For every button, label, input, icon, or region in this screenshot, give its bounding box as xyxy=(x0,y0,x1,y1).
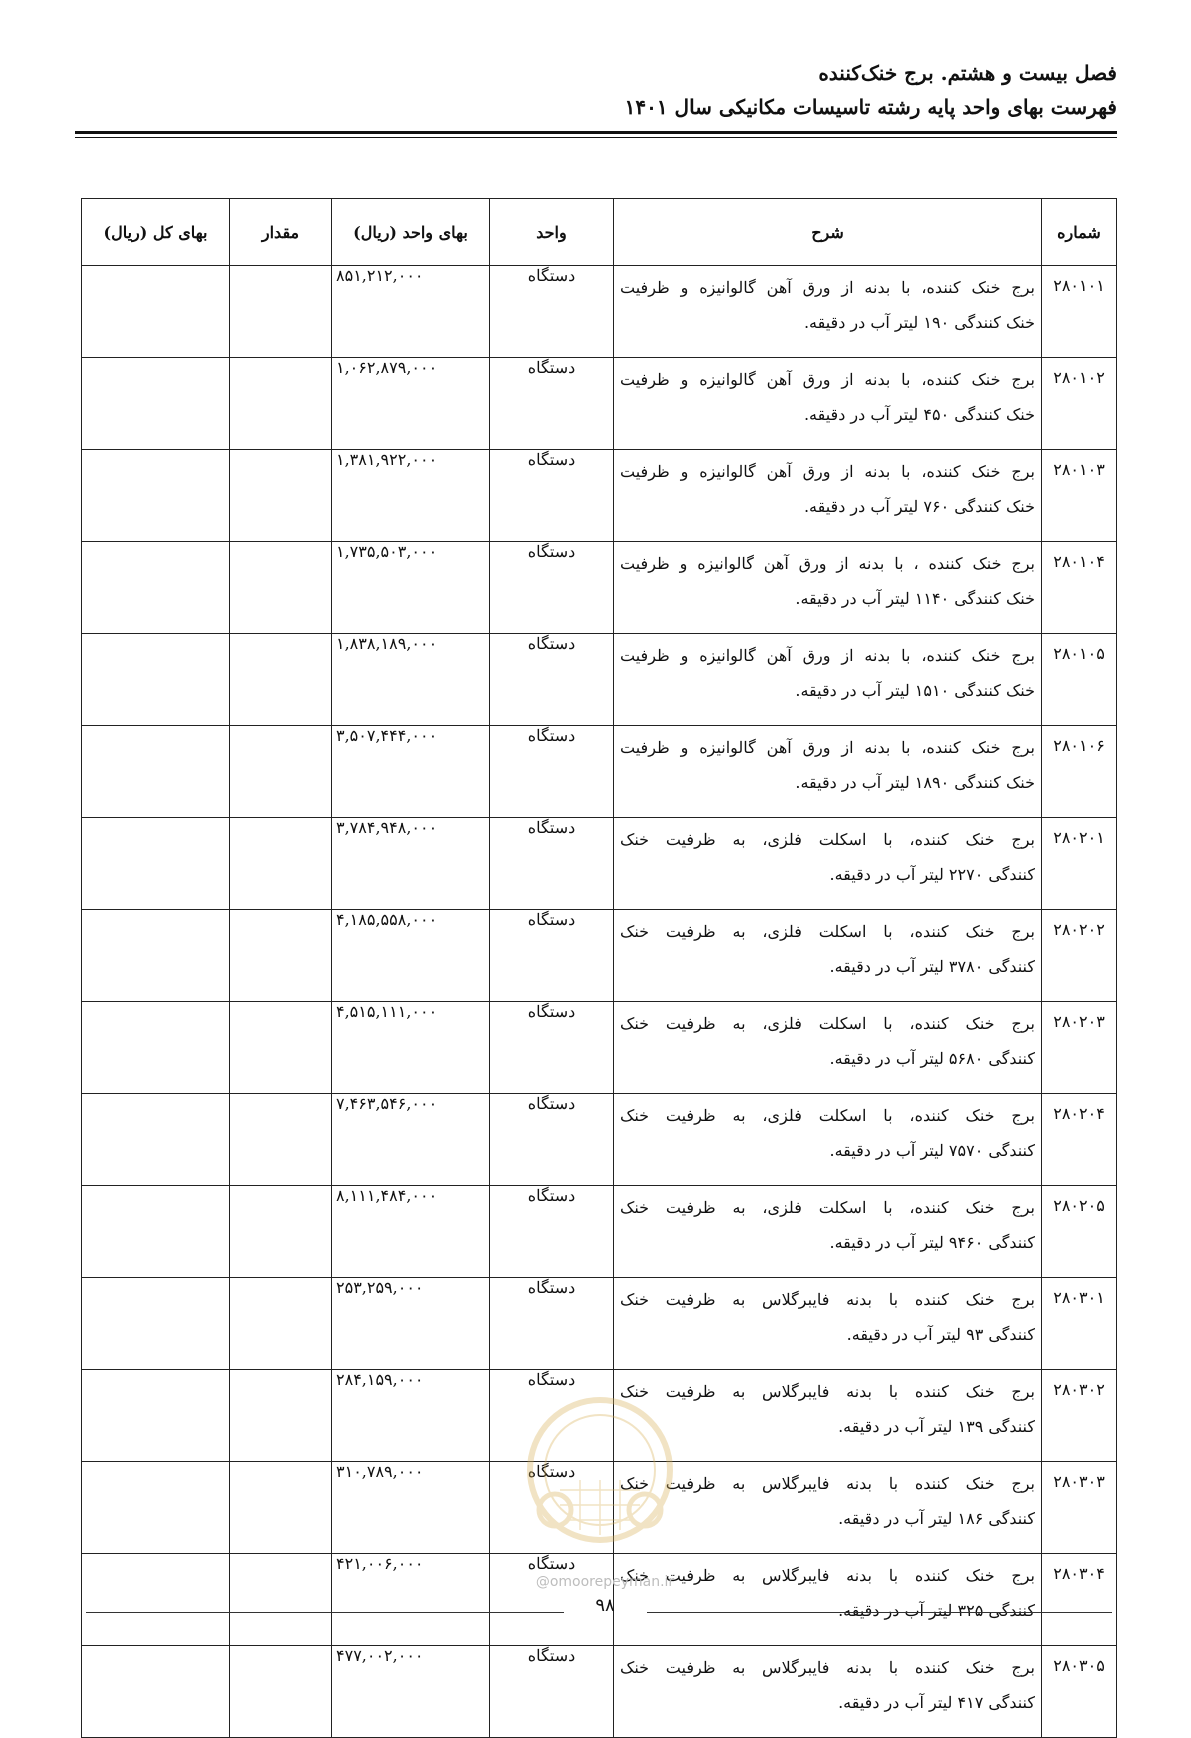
item-code: ۲۸۰۲۰۳ xyxy=(1042,1002,1117,1094)
description-line-2: خنک کنندگی ۴۵۰ لیتر آب در دقیقه. xyxy=(803,405,1035,424)
item-unit: دستگاه xyxy=(490,818,614,910)
item-description xyxy=(614,1094,1042,1186)
item-quantity xyxy=(230,1462,332,1554)
description-line-2: کنندگی ۳۷۸۰ لیتر آب در دقیقه. xyxy=(829,957,1035,976)
chapter-title: فصل بیست و هشتم. برج خنک‌کننده xyxy=(818,61,1117,85)
item-total-price xyxy=(82,1094,230,1186)
item-unit-price: ۴۷۷,۰۰۲,۰۰۰ xyxy=(332,1646,490,1738)
item-total-price xyxy=(82,1646,230,1738)
description-line-1: برج خنک کننده، با اسکلت فلزی، به ظرفیت خنک xyxy=(620,830,1035,849)
description-line-1: برج خنک کننده، با بدنه از ورق آهن گالوانیزه و ظرفیت xyxy=(620,278,1035,297)
item-description xyxy=(614,634,1042,726)
item-unit-price: ۳,۷۸۴,۹۴۸,۰۰۰ xyxy=(332,818,490,910)
item-quantity xyxy=(230,726,332,818)
description-line-1: برج خنک کننده، با اسکلت فلزی، به ظرفیت خنک xyxy=(620,1106,1035,1125)
description-line-2: کنندگی ۳۲۵ لیتر آب در دقیقه. xyxy=(838,1601,1035,1620)
item-unit: دستگاه xyxy=(490,910,614,1002)
description-line-2: خنک کنندگی ۱۱۴۰ لیتر آب در دقیقه. xyxy=(795,589,1035,608)
item-unit-price: ۴۲۱,۰۰۶,۰۰۰ xyxy=(332,1554,490,1646)
item-total-price xyxy=(82,450,230,542)
item-total-price xyxy=(82,818,230,910)
item-code: ۲۸۰۱۰۴ xyxy=(1042,542,1117,634)
footer-rule-left xyxy=(86,1612,564,1613)
item-code: ۲۸۰۱۰۶ xyxy=(1042,726,1117,818)
item-unit: دستگاه xyxy=(490,1462,614,1554)
item-unit-price: ۱,۷۳۵,۵۰۳,۰۰۰ xyxy=(332,542,490,634)
item-quantity xyxy=(230,1278,332,1370)
header-rule-thick xyxy=(75,131,1117,134)
item-unit-price: ۲۵۳,۲۵۹,۰۰۰ xyxy=(332,1278,490,1370)
item-code: ۲۸۰۳۰۵ xyxy=(1042,1646,1117,1738)
item-unit-price: ۸۵۱,۲۱۲,۰۰۰ xyxy=(332,266,490,358)
col-header-unit: واحد xyxy=(490,199,614,266)
description-line-1: برج خنک کننده، با اسکلت فلزی، به ظرفیت خنک xyxy=(620,1198,1035,1217)
document-title: فهرست بهای واحد پایه رشته تاسیسات مکانیکی سال ۱۴۰۱ xyxy=(624,95,1117,119)
item-code: ۲۸۰۲۰۴ xyxy=(1042,1094,1117,1186)
item-unit: دستگاه xyxy=(490,542,614,634)
watermark-logo-icon xyxy=(500,1380,700,1570)
description-line-1: برج خنک کننده با بدنه فایبرگلاس به ظرفیت خنک xyxy=(620,1382,1035,1401)
item-total-price xyxy=(82,910,230,1002)
description-line-2: کنندگی ۹۴۶۰ لیتر آب در دقیقه. xyxy=(829,1233,1035,1252)
footer-rule-right xyxy=(647,1612,1112,1613)
table-row xyxy=(82,818,1117,910)
item-unit: دستگاه xyxy=(490,1278,614,1370)
item-unit: دستگاه xyxy=(490,450,614,542)
item-quantity xyxy=(230,1370,332,1462)
table-header-row xyxy=(82,199,1117,266)
item-description xyxy=(614,1646,1042,1738)
item-code: ۲۸۰۲۰۲ xyxy=(1042,910,1117,1002)
item-total-price xyxy=(82,634,230,726)
item-description xyxy=(614,910,1042,1002)
item-description xyxy=(614,1186,1042,1278)
website-watermark: @omoorepeyman.ir xyxy=(535,1574,675,1590)
item-total-price xyxy=(82,542,230,634)
item-quantity xyxy=(230,1002,332,1094)
item-description xyxy=(614,818,1042,910)
col-header-description: شرح xyxy=(614,199,1042,266)
item-quantity xyxy=(230,1094,332,1186)
description-line-2: خنک کنندگی ۱۹۰ لیتر آب در دقیقه. xyxy=(803,313,1035,332)
item-description xyxy=(614,266,1042,358)
page-number: ۹۸ xyxy=(595,1595,615,1616)
item-code: ۲۸۰۳۰۳ xyxy=(1042,1462,1117,1554)
item-description xyxy=(614,1278,1042,1370)
item-unit: دستگاه xyxy=(490,726,614,818)
description-line-2: کنندگی ۱۸۶ لیتر آب در دقیقه. xyxy=(838,1509,1035,1528)
item-total-price xyxy=(82,1002,230,1094)
description-line-2: کنندگی ۲۲۷۰ لیتر آب در دقیقه. xyxy=(829,865,1035,884)
item-description xyxy=(614,726,1042,818)
item-description xyxy=(614,358,1042,450)
description-line-1: برج خنک کننده با بدنه فایبرگلاس به ظرفیت خنک xyxy=(620,1474,1035,1493)
item-unit-price: ۴,۵۱۵,۱۱۱,۰۰۰ xyxy=(332,1002,490,1094)
description-line-1: برج خنک کننده، با بدنه از ورق آهن گالوانیزه و ظرفیت xyxy=(620,462,1035,481)
item-unit: دستگاه xyxy=(490,1646,614,1738)
item-quantity xyxy=(230,1646,332,1738)
item-description xyxy=(614,542,1042,634)
item-quantity xyxy=(230,1554,332,1646)
item-unit: دستگاه xyxy=(490,1094,614,1186)
description-line-1: برج خنک کننده با بدنه فایبرگلاس به ظرفیت خنک xyxy=(620,1658,1035,1677)
item-quantity xyxy=(230,542,332,634)
item-unit-price: ۳۱۰,۷۸۹,۰۰۰ xyxy=(332,1462,490,1554)
col-header-total-price: بهای کل (ریال) xyxy=(82,199,230,266)
description-line-1: برج خنک کننده، با بدنه از ورق آهن گالوانیزه و ظرفیت xyxy=(620,646,1035,665)
col-header-code: شماره xyxy=(1042,199,1117,266)
description-line-2: کنندگی ۹۳ لیتر آب در دقیقه. xyxy=(846,1325,1035,1344)
table-row xyxy=(82,726,1117,818)
item-total-price xyxy=(82,1186,230,1278)
description-line-1: برج خنک کننده با بدنه فایبرگلاس به ظرفیت خنک xyxy=(620,1290,1035,1309)
item-code: ۲۸۰۲۰۵ xyxy=(1042,1186,1117,1278)
item-unit: دستگاه xyxy=(490,266,614,358)
description-line-1: برج خنک کننده ، با بدنه از ورق آهن گالوانیزه و ظرفیت xyxy=(620,554,1035,573)
item-total-price xyxy=(82,1370,230,1462)
item-total-price xyxy=(82,1554,230,1646)
col-header-unit-price: بهای واحد (ریال) xyxy=(332,199,490,266)
description-line-1: برج خنک کننده، با اسکلت فلزی، به ظرفیت خنک xyxy=(620,1014,1035,1033)
item-unit: دستگاه xyxy=(490,1554,614,1646)
item-unit-price: ۳,۵۰۷,۴۴۴,۰۰۰ xyxy=(332,726,490,818)
description-line-1: برج خنک کننده، با بدنه از ورق آهن گالوانیزه و ظرفیت xyxy=(620,738,1035,757)
item-unit-price: ۸,۱۱۱,۴۸۴,۰۰۰ xyxy=(332,1186,490,1278)
description-line-1: برج خنک کننده، با اسکلت فلزی، به ظرفیت خنک xyxy=(620,922,1035,941)
item-unit-price: ۱,۳۸۱,۹۲۲,۰۰۰ xyxy=(332,450,490,542)
item-description xyxy=(614,1002,1042,1094)
description-line-2: کنندگی ۵۶۸۰ لیتر آب در دقیقه. xyxy=(829,1049,1035,1068)
item-unit-price: ۱,۸۳۸,۱۸۹,۰۰۰ xyxy=(332,634,490,726)
item-unit: دستگاه xyxy=(490,1370,614,1462)
item-unit-price: ۷,۴۶۳,۵۴۶,۰۰۰ xyxy=(332,1094,490,1186)
item-total-price xyxy=(82,266,230,358)
description-line-2: کنندگی ۴۱۷ لیتر آب در دقیقه. xyxy=(838,1693,1035,1712)
item-code: ۲۸۰۳۰۴ xyxy=(1042,1554,1117,1646)
item-total-price xyxy=(82,726,230,818)
description-line-2: کنندگی ۷۵۷۰ لیتر آب در دقیقه. xyxy=(829,1141,1035,1160)
description-line-1: برج خنک کننده، با بدنه از ورق آهن گالوانیزه و ظرفیت xyxy=(620,370,1035,389)
table-row xyxy=(82,634,1117,726)
item-unit: دستگاه xyxy=(490,358,614,450)
table-row xyxy=(82,1186,1117,1278)
col-header-quantity: مقدار xyxy=(230,199,332,266)
item-unit: دستگاه xyxy=(490,1186,614,1278)
item-unit: دستگاه xyxy=(490,1002,614,1094)
table-row xyxy=(82,1002,1117,1094)
description-line-2: کنندگی ۱۳۹ لیتر آب در دقیقه. xyxy=(838,1417,1035,1436)
item-code: ۲۸۰۲۰۱ xyxy=(1042,818,1117,910)
item-quantity xyxy=(230,634,332,726)
item-unit-price: ۴,۱۸۵,۵۵۸,۰۰۰ xyxy=(332,910,490,1002)
description-line-2: خنک کنندگی ۱۵۱۰ لیتر آب در دقیقه. xyxy=(795,681,1035,700)
table-row xyxy=(82,1646,1117,1738)
table-row xyxy=(82,542,1117,634)
page-header xyxy=(75,56,1117,124)
item-quantity xyxy=(230,910,332,1002)
header-rule-thin xyxy=(75,137,1117,138)
item-code: ۲۸۰۱۰۱ xyxy=(1042,266,1117,358)
item-quantity xyxy=(230,450,332,542)
item-description xyxy=(614,450,1042,542)
item-code: ۲۸۰۱۰۳ xyxy=(1042,450,1117,542)
table-row xyxy=(82,450,1117,542)
item-total-price xyxy=(82,1278,230,1370)
item-quantity xyxy=(230,266,332,358)
item-code: ۲۸۰۱۰۲ xyxy=(1042,358,1117,450)
item-code: ۲۸۰۳۰۱ xyxy=(1042,1278,1117,1370)
table-row xyxy=(82,1094,1117,1186)
table-row xyxy=(82,266,1117,358)
table-row xyxy=(82,1278,1117,1370)
description-line-2: خنک کنندگی ۷۶۰ لیتر آب در دقیقه. xyxy=(803,497,1035,516)
item-total-price xyxy=(82,1462,230,1554)
table-row xyxy=(82,910,1117,1002)
item-quantity xyxy=(230,358,332,450)
description-line-2: خنک کنندگی ۱۸۹۰ لیتر آب در دقیقه. xyxy=(795,773,1035,792)
item-quantity xyxy=(230,1186,332,1278)
item-unit: دستگاه xyxy=(490,634,614,726)
item-code: ۲۸۰۱۰۵ xyxy=(1042,634,1117,726)
item-unit-price: ۲۸۴,۱۵۹,۰۰۰ xyxy=(332,1370,490,1462)
item-code: ۲۸۰۳۰۲ xyxy=(1042,1370,1117,1462)
item-unit-price: ۱,۰۶۲,۸۷۹,۰۰۰ xyxy=(332,358,490,450)
item-total-price xyxy=(82,358,230,450)
table-row xyxy=(82,358,1117,450)
item-quantity xyxy=(230,818,332,910)
description-line-1: برج خنک کننده با بدنه فایبرگلاس به ظرفیت خنک xyxy=(620,1566,1035,1585)
